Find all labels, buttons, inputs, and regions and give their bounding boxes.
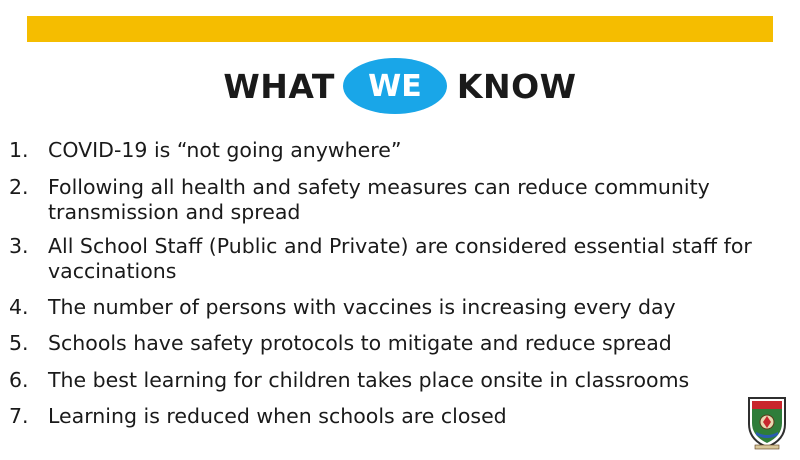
list-item-number: 3. xyxy=(9,234,29,258)
list-item-text: COVID-19 is “not going anywhere” xyxy=(48,138,402,162)
list-item-text: The best learning for children takes place onsite in classrooms xyxy=(48,368,690,392)
list-item-text: Schools have safety protocols to mitigate and reduce spread xyxy=(48,331,672,355)
list-item-number: 4. xyxy=(9,295,29,319)
list-item-number: 6. xyxy=(9,368,29,392)
page-title xyxy=(0,56,800,116)
title-highlight-oval: WE xyxy=(343,58,447,114)
title-word-know: KNOW xyxy=(456,66,577,106)
list-item-text: Learning is reduced when schools are closed xyxy=(48,404,507,428)
coat-of-arms-icon xyxy=(746,394,788,450)
list-item-text: Following all health and safety measures can reduce community transmission and spread xyxy=(48,175,710,224)
list-item-text: The number of persons with vaccines is increasing every day xyxy=(48,295,676,319)
list-item-number: 2. xyxy=(9,175,29,199)
list-item-text: All School Staff (Public and Private) are considered essential staff for vaccinations xyxy=(48,234,752,283)
list-item-number: 5. xyxy=(9,331,29,355)
top-accent-bar xyxy=(27,16,773,42)
list-item-number: 1. xyxy=(9,138,29,162)
title-word-what: WHAT xyxy=(223,66,335,106)
list-item-number: 7. xyxy=(9,404,29,428)
